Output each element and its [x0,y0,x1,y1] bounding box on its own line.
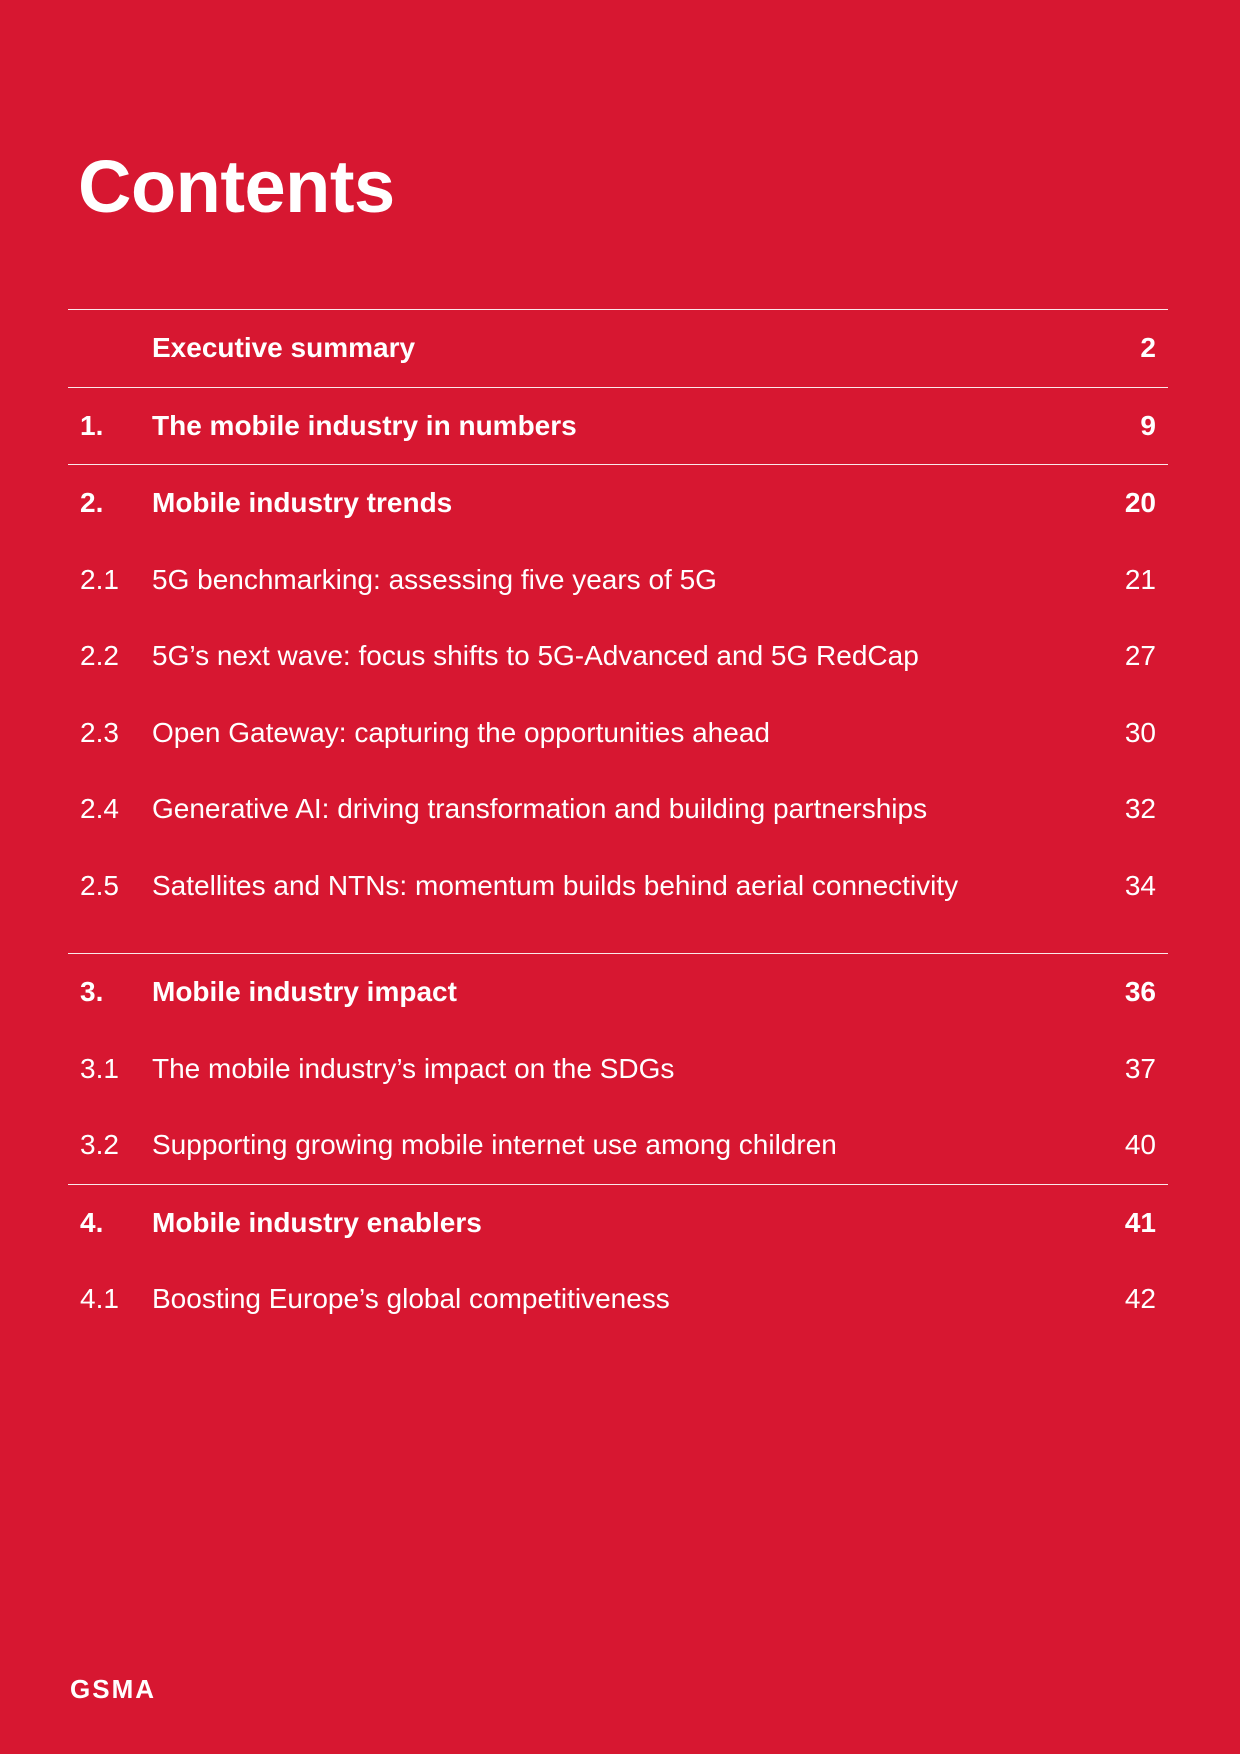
toc-entry-section-3-2[interactable] [68,1107,1168,1184]
toc-entry-number: 2.3 [80,716,119,748]
toc-entry-page: 9 [1140,409,1156,441]
toc-entry-page: 37 [1124,1052,1156,1084]
toc-entry-label: Boosting Europe’s global competitiveness [152,1283,670,1315]
toc-entry-number: 2. [80,487,104,519]
toc-entry-number: 3.1 [80,1052,119,1084]
toc-entry-label: 5G benchmarking: assessing five years of 5G [152,563,717,595]
toc-entry-page: 40 [1124,1129,1156,1161]
toc-entry-page: 27 [1124,640,1156,672]
toc-entry-section-4-1[interactable] [68,1261,1168,1338]
table-of-contents [68,309,1168,1338]
toc-entry-page: 20 [1124,487,1156,519]
toc-entry-number: 4.1 [80,1283,119,1315]
toc-entry-number: 2.4 [80,793,119,825]
toc-entry-page: 41 [1124,1206,1156,1238]
toc-entry-page: 30 [1124,716,1156,748]
toc-entry-section-2-4[interactable] [68,771,1168,848]
toc-entry-page: 2 [1140,332,1156,364]
toc-entry-label: Mobile industry impact [152,976,457,1008]
toc-entry-label: Mobile industry enablers [152,1206,482,1238]
toc-entry-page: 21 [1124,563,1156,595]
toc-entry-section-1[interactable] [68,388,1168,465]
toc-entry-number: 1. [80,409,104,441]
toc-entry-label: Mobile industry trends [152,487,453,519]
page-title: Contents [78,145,395,228]
toc-entry-label: Generative AI: driving transformation and building partnerships [152,793,928,825]
gsma-logo [70,1677,222,1701]
toc-entry-section-2[interactable] [68,465,1168,542]
toc-entry-number: 3. [80,976,104,1008]
section-spacer [68,924,1168,953]
toc-entry-label: Executive summary [152,332,416,364]
toc-entry-label: Open Gateway: capturing the opportunities ahead [152,716,770,748]
toc-entry-label: Supporting growing mobile internet use among children [152,1129,837,1161]
toc-entry-number: 2.1 [80,563,119,595]
toc-entry-page: 42 [1124,1283,1156,1315]
toc-entry-label: 5G’s next wave: focus shifts to 5G-Advanced and 5G RedCap [152,640,919,672]
toc-entry-section-3-1[interactable] [68,1031,1168,1108]
toc-entry-section-2-5[interactable] [68,848,1168,925]
toc-entry-label: The mobile industry’s impact on the SDGs [152,1052,675,1084]
toc-entry-label: Satellites and NTNs: momentum builds behind aerial connectivity [152,869,959,901]
toc-entry-section-2-2[interactable] [68,618,1168,695]
toc-entry-section-3[interactable] [68,954,1168,1031]
toc-entry-executive-summary[interactable] [68,310,1168,387]
gsma-logo-text: GSMA [70,1677,156,1701]
toc-entry-page: 32 [1124,793,1156,825]
toc-entry-label: The mobile industry in numbers [152,409,577,441]
toc-entry-section-2-1[interactable] [68,542,1168,619]
toc-entry-number: 2.2 [80,640,119,672]
toc-entry-number: 2.5 [80,869,119,901]
toc-entry-number: 3.2 [80,1129,119,1161]
toc-entry-page: 36 [1124,976,1156,1008]
toc-entry-section-4[interactable] [68,1185,1168,1262]
toc-entry-section-2-3[interactable] [68,695,1168,772]
toc-entry-page: 34 [1124,869,1156,901]
toc-entry-number: 4. [80,1206,104,1238]
